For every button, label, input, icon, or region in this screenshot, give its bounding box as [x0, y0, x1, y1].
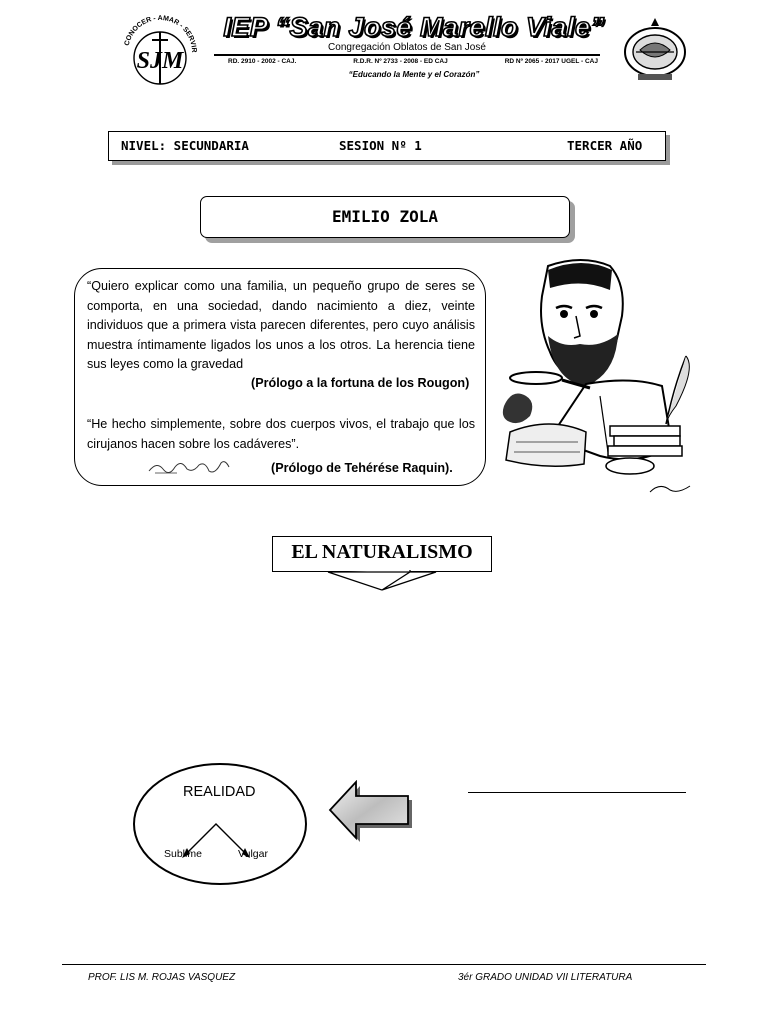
- svg-text:SJM: SJM: [136, 48, 184, 74]
- quote-box: [74, 268, 486, 486]
- footer-divider: [62, 964, 706, 965]
- signature-icon: [147, 455, 231, 479]
- answer-line[interactable]: [468, 792, 686, 793]
- crest-icon: [618, 14, 692, 84]
- resolution-row: [228, 58, 598, 65]
- quote-2-source: (Prólogo de Tehérése Raquin).: [271, 461, 453, 475]
- svg-text:CONOCER - AMAR - SERVIR: CONOCER - AMAR - SERVIR: [123, 14, 198, 53]
- naturalismo-heading: EL NATURALISMO: [272, 536, 492, 572]
- header-divider: [214, 54, 600, 56]
- level-label: NIVEL: SECUNDARIA: [121, 138, 249, 153]
- zola-caricature-icon: [490, 256, 704, 502]
- congregation: Congregación Oblatos de San José: [328, 42, 486, 53]
- quote-1-text: “Quiero explicar como una familia, un pequeño grupo de seres se comporta, en una sociedad, dando nacimiento a diez, veinte individuos que a primera vista parecen diferentes, pero cuyo análisis muestra íntimamente ligados los unos a los otros. La herencia tiene sus leyes como la gravedad: [87, 279, 475, 372]
- school-name: IEP “San José Marello Viale”: [223, 12, 605, 42]
- arrow-left-icon: [326, 780, 416, 842]
- motto: “Educando la Mente y el Corazón”: [348, 70, 480, 79]
- quote-2-text: “He hecho simplemente, sobre dos cuerpos vivos, el trabajo que los cirujanos hacen sobre los cadáveres”.: [87, 417, 475, 451]
- resolution-1: RD. 2910 - 2002 - CAJ.: [228, 58, 297, 65]
- footer-course: 3ér GRADO UNIDAD VII LITERATURA: [458, 972, 633, 983]
- branch-sublime: Sublime: [164, 848, 202, 860]
- branch-vulgar: Vulgar: [238, 848, 268, 860]
- year-label: TERCER AÑO: [567, 138, 643, 153]
- session-label: SESION Nº 1: [339, 138, 422, 153]
- resolution-3: RD Nº 2065 - 2017 UGEL - CAJ: [504, 58, 598, 65]
- footer-teacher: PROF. LIS M. ROJAS VASQUEZ: [88, 972, 236, 983]
- realidad-label: REALIDAD: [183, 784, 256, 800]
- realidad-ellipse: [132, 762, 308, 886]
- school-logo-icon: [118, 14, 202, 88]
- resolution-2: R.D.R. Nº 2733 - 2008 - ED CAJ: [353, 58, 448, 65]
- page-title: EMILIO ZOLA: [200, 196, 570, 238]
- arrow-down-icon: [326, 570, 438, 592]
- quote-1-source: (Prólogo a la fortuna de los Rougon): [251, 376, 470, 390]
- session-bar: [108, 131, 666, 161]
